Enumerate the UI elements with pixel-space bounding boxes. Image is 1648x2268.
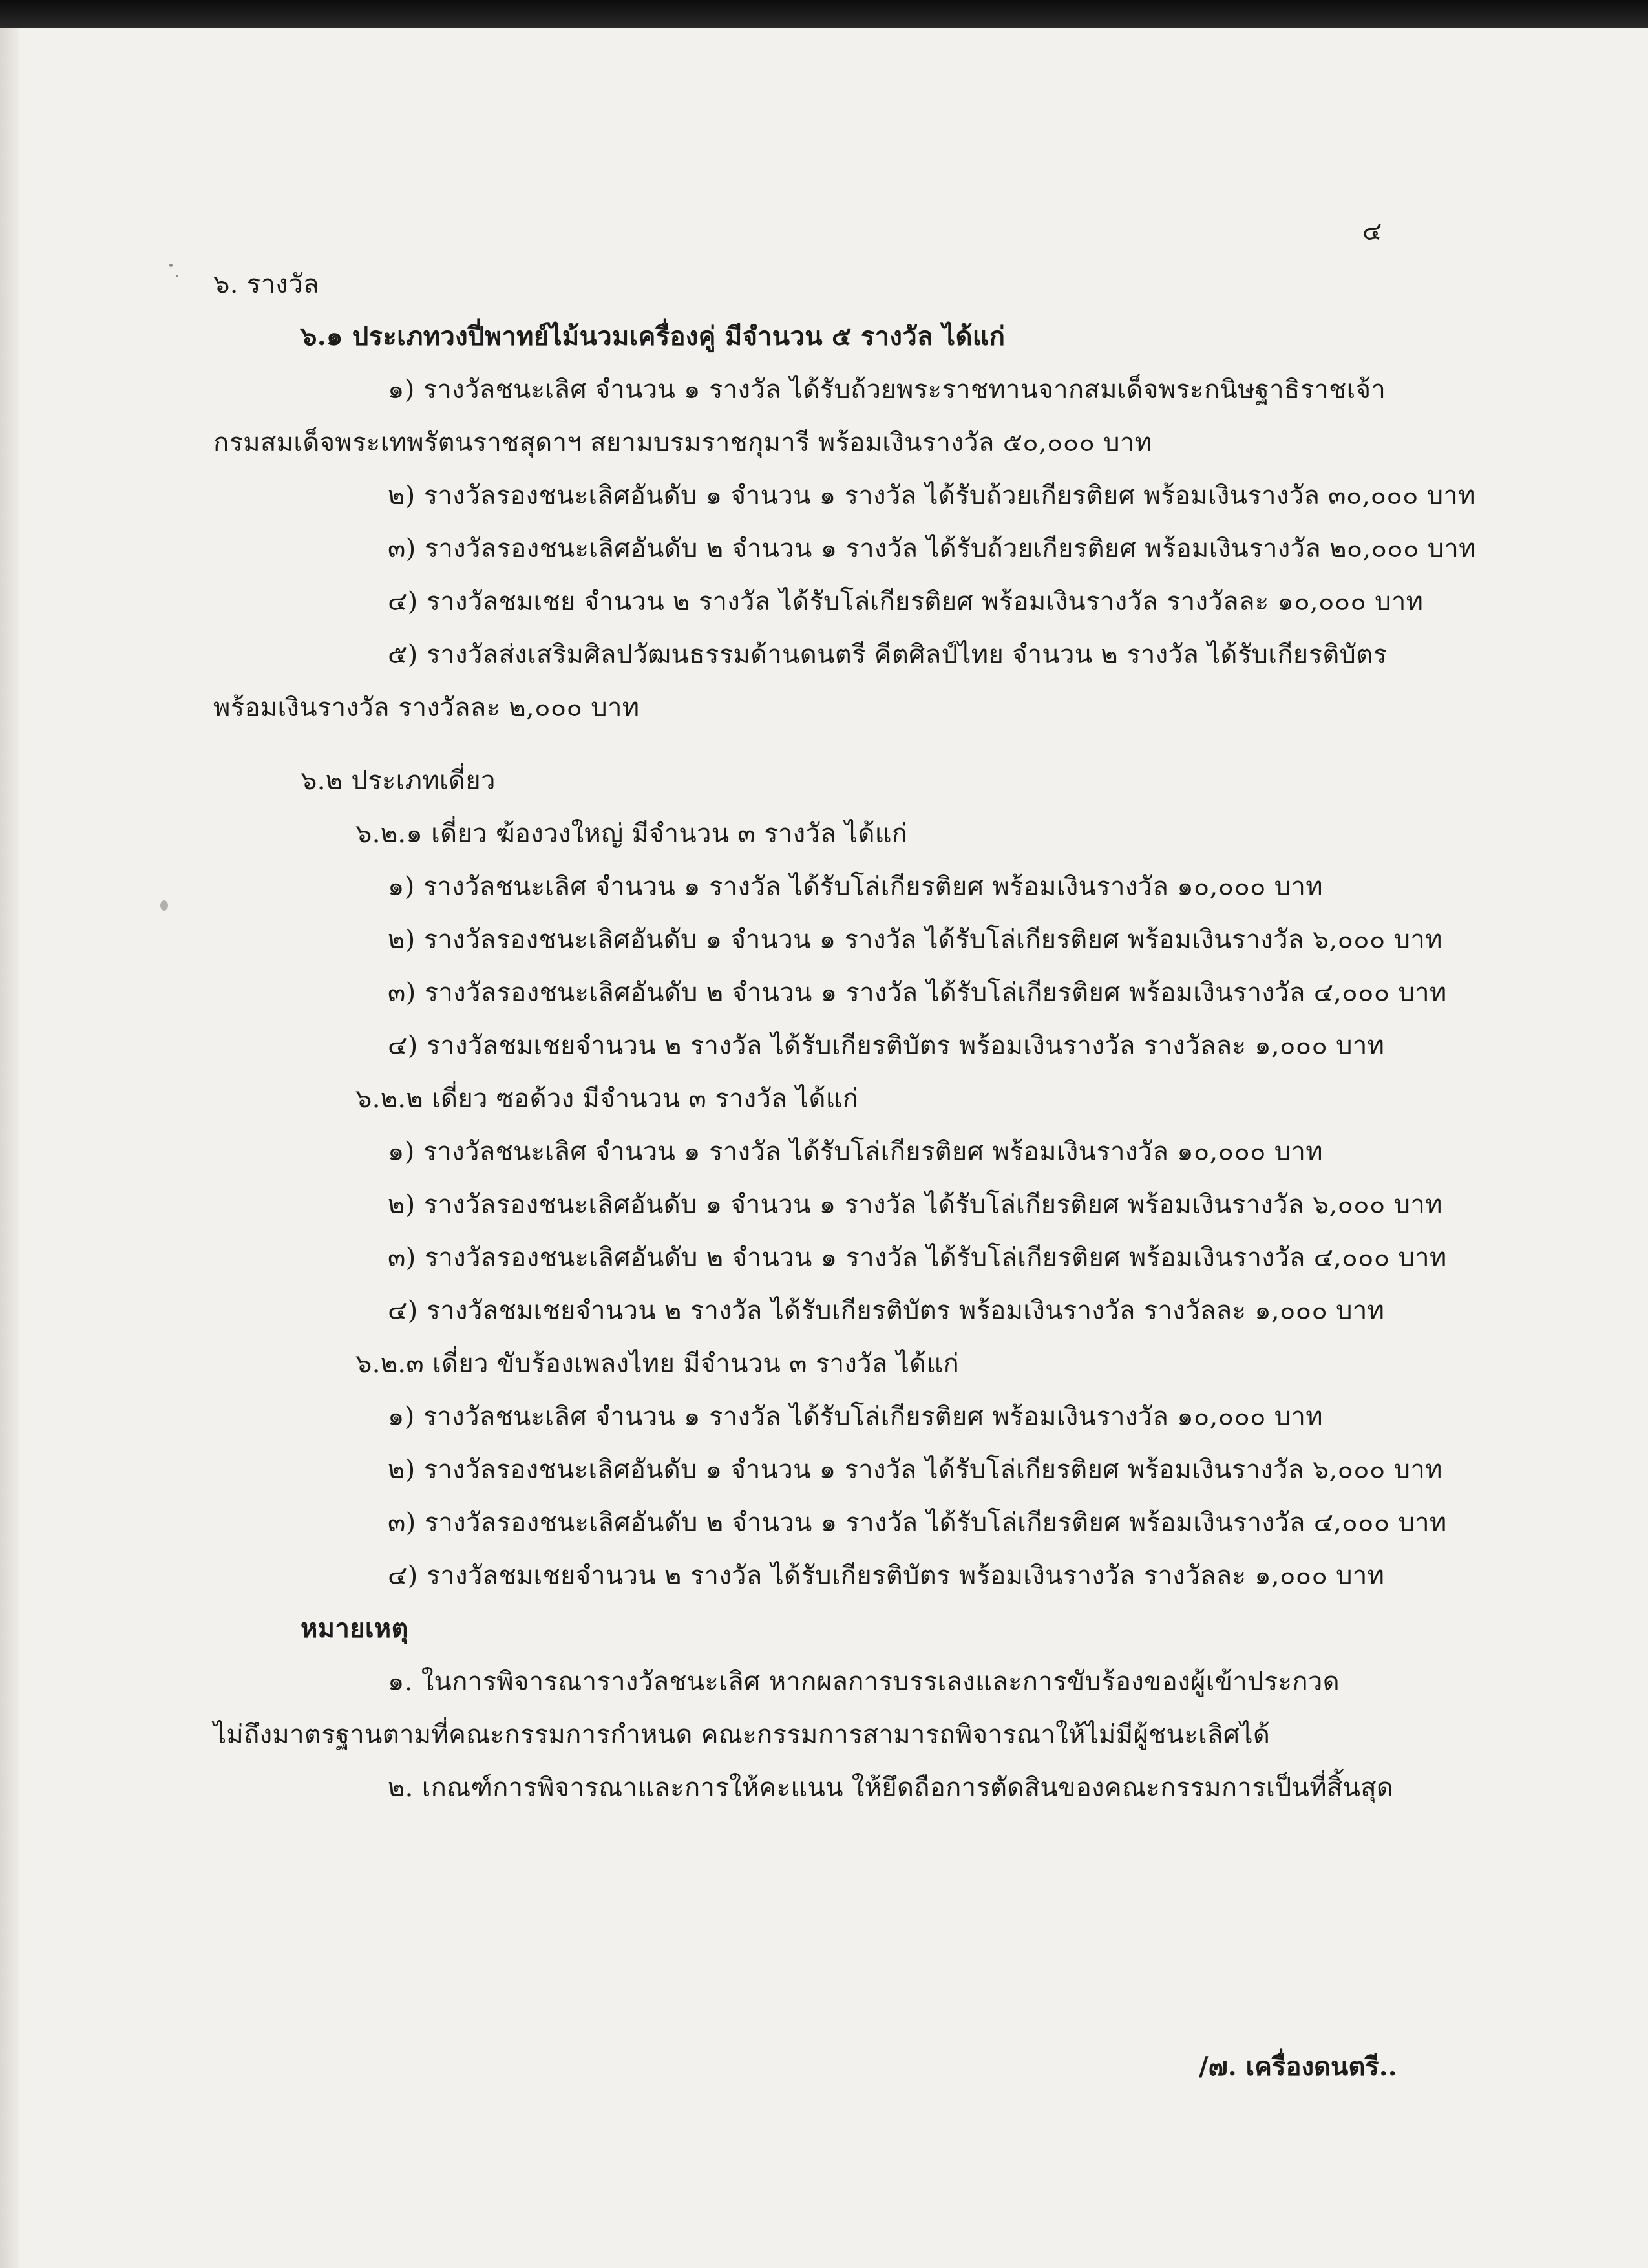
list-item: ๑) รางวัลชนะเลิศ จำนวน ๑ รางวัล ได้รับถ้วยพระราชทานจากสมเด็จพระกนิษฐาธิราชเจ้า [388,375,1386,405]
list-item: ๓) รางวัลรองชนะเลิศอันดับ ๒ จำนวน ๑ รางวัล ได้รับโล่เกียรติยศ พร้อมเงินรางวัล ๔,๐๐๐ บาท [388,978,1447,1008]
list-item: ๑) รางวัลชนะเลิศ จำนวน ๑ รางวัล ได้รับโล่เกียรติยศ พร้อมเงินรางวัล ๑๐,๐๐๐ บาท [388,1137,1323,1167]
scan-speck [176,275,178,277]
list-item: ๔) รางวัลชมเชย จำนวน ๒ รางวัล ได้รับโล่เกียรติยศ พร้อมเงินรางวัล รางวัลละ ๑๐,๐๐๐ บาท [388,587,1424,617]
list-item: ๔) รางวัลชมเชยจำนวน ๒ รางวัล ได้รับเกียรติบัตร พร้อมเงินรางวัล รางวัลละ ๑,๐๐๐ บาท [388,1031,1385,1061]
list-item: ๒) รางวัลรองชนะเลิศอันดับ ๑ จำนวน ๑ รางวัล ได้รับโล่เกียรติยศ พร้อมเงินรางวัล ๖,๐๐๐ บาท [388,1455,1442,1485]
list-item: ๓) รางวัลรองชนะเลิศอันดับ ๒ จำนวน ๑ รางวัล ได้รับถ้วยเกียรติยศ พร้อมเงินรางวัล ๒๐,๐๐๐ บาท [388,534,1476,564]
list-item-continuation: พร้อมเงินรางวัล รางวัลละ ๒,๐๐๐ บาท [213,693,640,723]
note-heading: หมายเหตุ [301,1613,408,1644]
list-item-continuation: กรมสมเด็จพระเทพรัตนราชสุดาฯ สยามบรมราชกุมารี พร้อมเงินรางวัล ๕๐,๐๐๐ บาท [213,428,1152,458]
sub-subsection-heading: ๖.๒.๓ เดี่ยว ขับร้องเพลงไทย มีจำนวน ๓ รางวัล ได้แก่ [355,1349,960,1379]
list-item: ๓) รางวัลรองชนะเลิศอันดับ ๒ จำนวน ๑ รางวัล ได้รับโล่เกียรติยศ พร้อมเงินรางวัล ๔,๐๐๐ บาท [388,1508,1447,1538]
list-item: ๕) รางวัลส่งเสริมศิลปวัฒนธรรมด้านดนตรี คีตศิลป์ไทย จำนวน ๒ รางวัล ได้รับเกียรติบัตร [388,640,1388,670]
page-number: ๔ [1362,217,1382,246]
subsection-heading: ๖.๑ ประเภทวงปี่พาทย์ไม้นวมเครื่องคู่ มีจำนวน ๕ รางวัล ได้แก่ [301,321,1006,352]
list-item: ๔) รางวัลชมเชยจำนวน ๒ รางวัล ได้รับเกียรติบัตร พร้อมเงินรางวัล รางวัลละ ๑,๐๐๐ บาท [388,1561,1385,1591]
scan-speck [160,900,168,911]
sub-subsection-heading: ๖.๒.๒ เดี่ยว ซอด้วง มีจำนวน ๓ รางวัล ได้แก่ [355,1084,859,1114]
list-item: ๒) รางวัลรองชนะเลิศอันดับ ๑ จำนวน ๑ รางวัล ได้รับถ้วยเกียรติยศ พร้อมเงินรางวัล ๓๐,๐๐๐ บาท [388,481,1475,511]
list-item: ๒) รางวัลรองชนะเลิศอันดับ ๑ จำนวน ๑ รางวัล ได้รับโล่เกียรติยศ พร้อมเงินรางวัล ๖,๐๐๐ บาท [388,1190,1442,1220]
list-item: ๔) รางวัลชมเชยจำนวน ๒ รางวัล ได้รับเกียรติบัตร พร้อมเงินรางวัล รางวัลละ ๑,๐๐๐ บาท [388,1296,1385,1326]
subsection-heading: ๖.๒ ประเภทเดี่ยว [301,766,496,796]
list-item: ๑) รางวัลชนะเลิศ จำนวน ๑ รางวัล ได้รับโล่เกียรติยศ พร้อมเงินรางวัล ๑๐,๐๐๐ บาท [388,1402,1323,1432]
note-item: ๑. ในการพิจารณารางวัลชนะเลิศ หากผลการบรรเลงและการขับร้องของผู้เข้าประกวด [388,1667,1340,1697]
list-item: ๓) รางวัลรองชนะเลิศอันดับ ๒ จำนวน ๑ รางวัล ได้รับโล่เกียรติยศ พร้อมเงินรางวัล ๔,๐๐๐ บาท [388,1243,1447,1273]
note-item-continuation: ไม่ถึงมาตรฐานตามที่คณะกรรมการกำหนด คณะกรรมการสามารถพิจารณาให้ไม่มีผู้ชนะเลิศได้ [213,1720,1271,1750]
sub-subsection-heading: ๖.๒.๑ เดี่ยว ฆ้องวงใหญ่ มีจำนวน ๓ รางวัล ได้แก่ [355,819,908,849]
continuation-footer: /๗. เครื่องดนตรี.. [1199,2051,1397,2082]
list-item: ๑) รางวัลชนะเลิศ จำนวน ๑ รางวัล ได้รับโล่เกียรติยศ พร้อมเงินรางวัล ๑๐,๐๐๐ บาท [388,872,1323,902]
list-item: ๒) รางวัลรองชนะเลิศอันดับ ๑ จำนวน ๑ รางวัล ได้รับโล่เกียรติยศ พร้อมเงินรางวัล ๖,๐๐๐ บาท [388,925,1442,955]
note-item: ๒. เกณฑ์การพิจารณาและการให้คะแนน ให้ยึดถือการตัดสินของคณะกรรมการเป็นที่สิ้นสุด [388,1773,1394,1803]
scan-speck [169,264,173,267]
section-heading: ๖. รางวัล [213,270,319,299]
